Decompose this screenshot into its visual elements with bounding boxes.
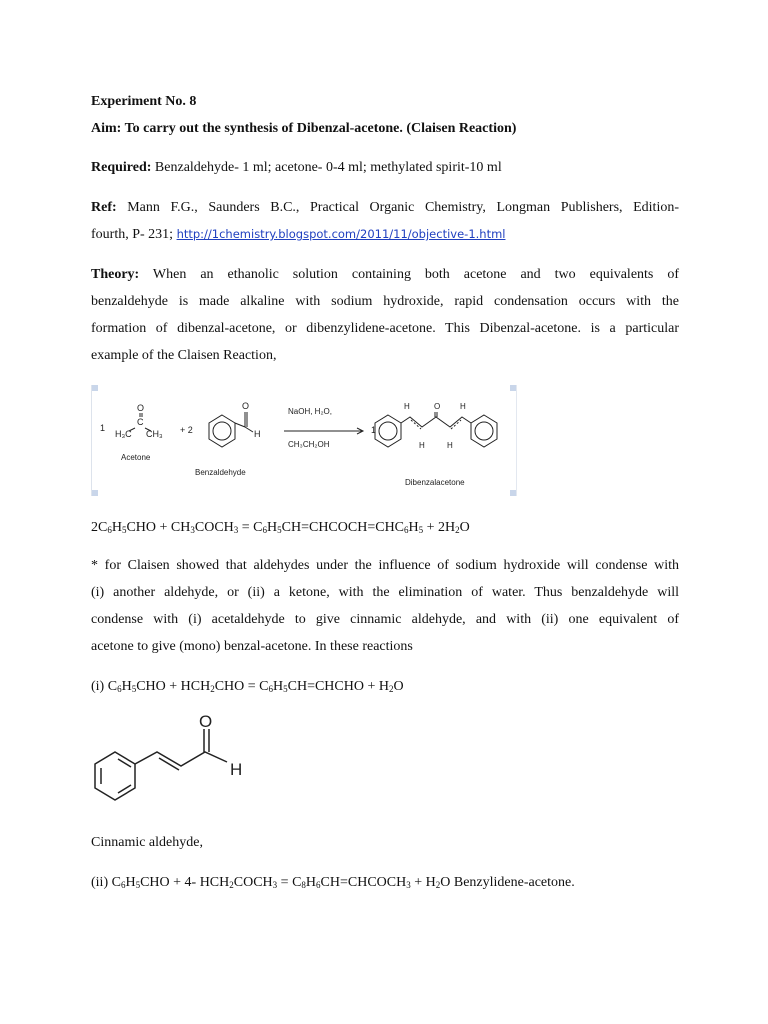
theory-text-1: When an ethanolic solution containing both acetone and two equivalents of (139, 267, 679, 282)
acetone-coefficient: 1 (100, 423, 106, 433)
acetone-label: Acetone (121, 453, 151, 462)
cinnamic-oxygen: O (199, 712, 213, 731)
equation-ii: (ii) $C_6H_5CHO + 4-$ $HCH_2COCH_3$ = $C_8H_6CH=CHCOCH_3 + H_2O$ Benzylidene-acetone. (91, 875, 575, 890)
claisen-para-line-2: (i) another aldehyde, or (ii) a ketone, with the elimination of water. Thus benzaldehyde will (91, 585, 679, 600)
aim-line: Aim: To carry out the synthesis of Dibenzal-acetone. (Claisen Reaction) (91, 121, 517, 136)
main-equation: $2C_6H_5CHO$ + $CH_3COCH_3$ = $C_6H_5CH=CHCOCH=CHC_6H_5 + 2H_2O$ (91, 520, 470, 535)
product-h3: H (419, 441, 425, 450)
theory-line-2: benzaldehyde is made alkaline with sodium hydroxide, rapid condensation occurs with the (91, 294, 679, 309)
product-ring-right-inner (475, 422, 493, 440)
acetone-methyl-left: H₃C (115, 429, 132, 439)
reagent-top: NaOH, H₂O, (288, 407, 332, 416)
plus-two: + 2 (180, 425, 193, 435)
cinnamic-chain (135, 752, 227, 766)
required-line (91, 154, 679, 181)
claisen-para-line-3: condense with (i) acetaldehyde to give cinnamic aldehyde, and with (ii) one equivalent of (91, 612, 679, 627)
acetone-methyl-right: CH₃ (146, 429, 163, 439)
cinnamic-aldehyde-structure (91, 712, 261, 817)
benzaldehyde-oxygen: O (242, 401, 250, 411)
acetone-carbon: C (137, 417, 144, 427)
benzaldehyde-ring-bond (235, 423, 245, 427)
product-label: Dibenzalacetone (405, 478, 465, 487)
acetone-oxygen: O (137, 403, 145, 413)
ref-label: Ref: (91, 200, 117, 215)
ref-prefix: fourth, P- 231; (91, 227, 177, 242)
benzaldehyde-label: Benzaldehyde (195, 468, 246, 477)
claisen-para-line-1: * for Claisen showed that aldehydes under the influence of sodium hydroxide will condense with (91, 558, 679, 573)
benzaldehyde-ring-inner (213, 422, 231, 440)
theory-line-4: example of the Claisen Reaction, (91, 348, 277, 363)
product-coefficient: 1 (371, 425, 377, 435)
ref-link[interactable]: http://1chemistry.blogspot.com/2011/11/objective-1.html (176, 227, 506, 241)
theory-line-1 (91, 261, 679, 288)
theory-line-3: formation of dibenzal-acetone, or dibenzylidene-acetone. This Dibenzal-acetone. is a particular (91, 321, 679, 336)
product-oxygen: O (434, 402, 441, 411)
product-ring-left-inner (379, 422, 397, 440)
product-h2: H (460, 402, 466, 411)
equation-i: (i) $C_6H_5CHO + HCH_2CHO$ = $C_6H_5CH=CHCHO + H_2O$ (91, 679, 404, 694)
benzaldehyde-ch-bond (245, 427, 253, 432)
product-chain (401, 417, 471, 427)
product-h4: H (447, 441, 453, 450)
theory-label: Theory: (91, 267, 140, 282)
cinnamic-label: Cinnamic aldehyde, (91, 835, 203, 850)
required-text: Benzaldehyde- 1 ml; acetone- 0-4 ml; methylated spirit-10 ml (151, 160, 502, 175)
reagent-bottom: CH₃CH₂OH (288, 440, 330, 449)
required-label: Required: (91, 160, 152, 175)
scheme-drawing (92, 385, 516, 496)
claisen-para-line-4: acetone to give (mono) benzal-acetone. In these reactions (91, 639, 413, 654)
benzaldehyde-hydrogen: H (254, 429, 261, 439)
ref-text: Mann F.G., Saunders B.C., Practical Organic Chemistry, Longman Publishers, Edition- (116, 200, 679, 215)
product-h1: H (404, 402, 410, 411)
ref-line-1 (91, 194, 679, 221)
cinnamic-hydrogen: H (230, 760, 243, 779)
claisen-reaction-scheme (91, 385, 517, 496)
ref-line-2 (91, 221, 679, 248)
experiment-heading: Experiment No. 8 (91, 94, 197, 109)
